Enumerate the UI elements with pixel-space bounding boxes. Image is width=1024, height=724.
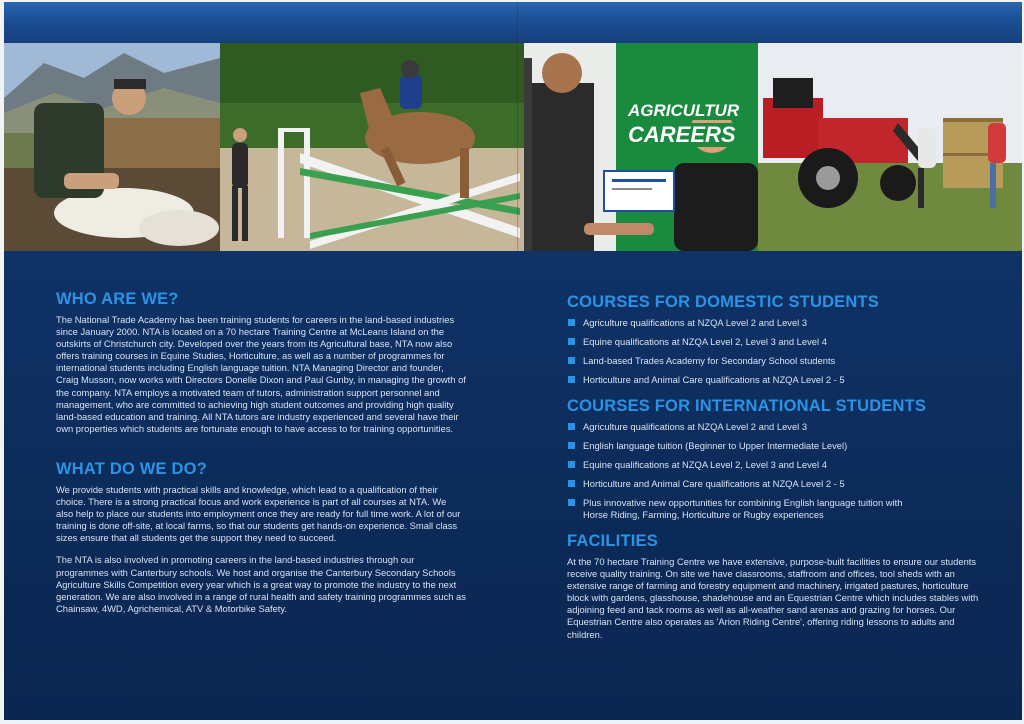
list-item: Horticulture and Animal Care qualifications at NZQA Level 2 - 5 (567, 478, 982, 490)
bullet-icon (568, 357, 575, 364)
bullet-icon (568, 376, 575, 383)
what-do-we-do-paragraph: We provide students with practical skills and knowledge, which lead to a qualification of their choice. There is a strong practical focus and work experience is part of all courses at NTA. We also help to place our students into employment once they are ready for full time work. A lot of our training is done off-site, at local farms, so that our students get hands-on experience. Small class sizes ensure that all students get the support they need to succeed. (56, 483, 461, 544)
bullet-icon (568, 442, 575, 449)
domestic-courses-heading: COURSES FOR DOMESTIC STUDENTS (567, 293, 879, 311)
right-column (567, 292, 982, 651)
bullet-icon (568, 499, 575, 506)
list-item: Equine qualifications at NZQA Level 2, Level 3 and Level 4 (567, 459, 982, 471)
bullet-icon (568, 480, 575, 487)
facilities-paragraph: At the 70 hectare Training Centre we have extensive, purpose-built facilities to ensure our students receive quality training. On site we have classrooms, staffroom and offices, tool sheds with an extensive range of farming and forestry equipment and machinery, irrigated pastures, horticulture block with gardens, glasshouse, shadehouse and an Equestrian Centre which includes stables with adjoining feed and tack rooms as well as all-weather sand arenas and grazing for horses. Our Equestrian Centre also operates as 'Arion Riding Centre', offering riding lessons to adults and children. (567, 556, 979, 640)
list-item: Land-based Trades Academy for Secondary School students (567, 355, 982, 367)
bullet-icon (568, 319, 575, 326)
list-item: Plus innovative new opportunities for combining English language tuition with Horse Riding, Farming, Horticulture or Rugby experiences (567, 497, 913, 521)
domestic-courses-list (567, 317, 982, 386)
facilities-heading: FACILITIES (567, 532, 658, 550)
list-item: Agriculture qualifications at NZQA Level 2 and Level 3 (567, 421, 982, 433)
top-blue-band (4, 2, 1022, 43)
tractor-hay-photo (758, 43, 1022, 251)
list-item: Agriculture qualifications at NZQA Level 2 and Level 3 (567, 317, 982, 329)
bullet-icon (568, 461, 575, 468)
sign-text-agricultur: AGRICULTUR (628, 101, 740, 120)
list-item: Horticulture and Animal Care qualifications at NZQA Level 2 - 5 (567, 374, 982, 386)
international-courses-heading: COURSES FOR INTERNATIONAL STUDENTS (567, 397, 927, 415)
sheep-shearing-photo (4, 43, 220, 251)
left-column (56, 289, 466, 625)
what-do-we-do-paragraph: The NTA is also involved in promoting careers in the land-based industries through our programmes with Canterbury schools. We host and organise the Canterbury Secondary Schools Agriculture Skills Competition every year which is a great way to promote the industry to the next generation. We are also involved in a range of rural health and safety training programmes such as Chainsaw, 4WD, Agrichemical, ATV & Motorbike Safety. (56, 554, 466, 614)
certificate-presentation-photo (524, 43, 758, 251)
international-courses-list (567, 421, 982, 521)
what-do-we-do-heading: WHAT DO WE DO? (56, 459, 207, 478)
list-item: English language tuition (Beginner to Upper Intermediate Level) (567, 440, 982, 452)
bullet-icon (568, 423, 575, 430)
bullet-icon (568, 338, 575, 345)
photo-strip (4, 43, 1022, 251)
brochure-spread (4, 2, 1022, 720)
sign-text-careers: CAREERS (628, 122, 736, 147)
show-jumping-photo (220, 43, 524, 251)
who-are-we-heading: WHO ARE WE? (56, 290, 179, 308)
list-item: Equine qualifications at NZQA Level 2, Level 3 and Level 4 (567, 336, 982, 348)
who-are-we-paragraph: The National Trade Academy has been training students for careers in the land-based industries since January 2000. NTA is located on a 70 hectare Training Centre at McLeans Island on the outskirts of Christchurch city. Developed over the years from its Agricultural base, NTA now also offers training courses in Equine Studies, Horticulture, as well as a number of programmes for international students including English language tuition. NTA Managing Director and founder, Craig Musson, now works with Directors Donelle Dixon and Paul Gunby, in managing the growth of the company. NTA employs a motivated team of tutors, administration support personnel and management, who are committed to achieving high student outcomes and providing high quality land-based education and training. All NTA tutors are industry experienced and several have their own properties which students are fortunate enough to have access to for training opportunities. (56, 314, 466, 434)
